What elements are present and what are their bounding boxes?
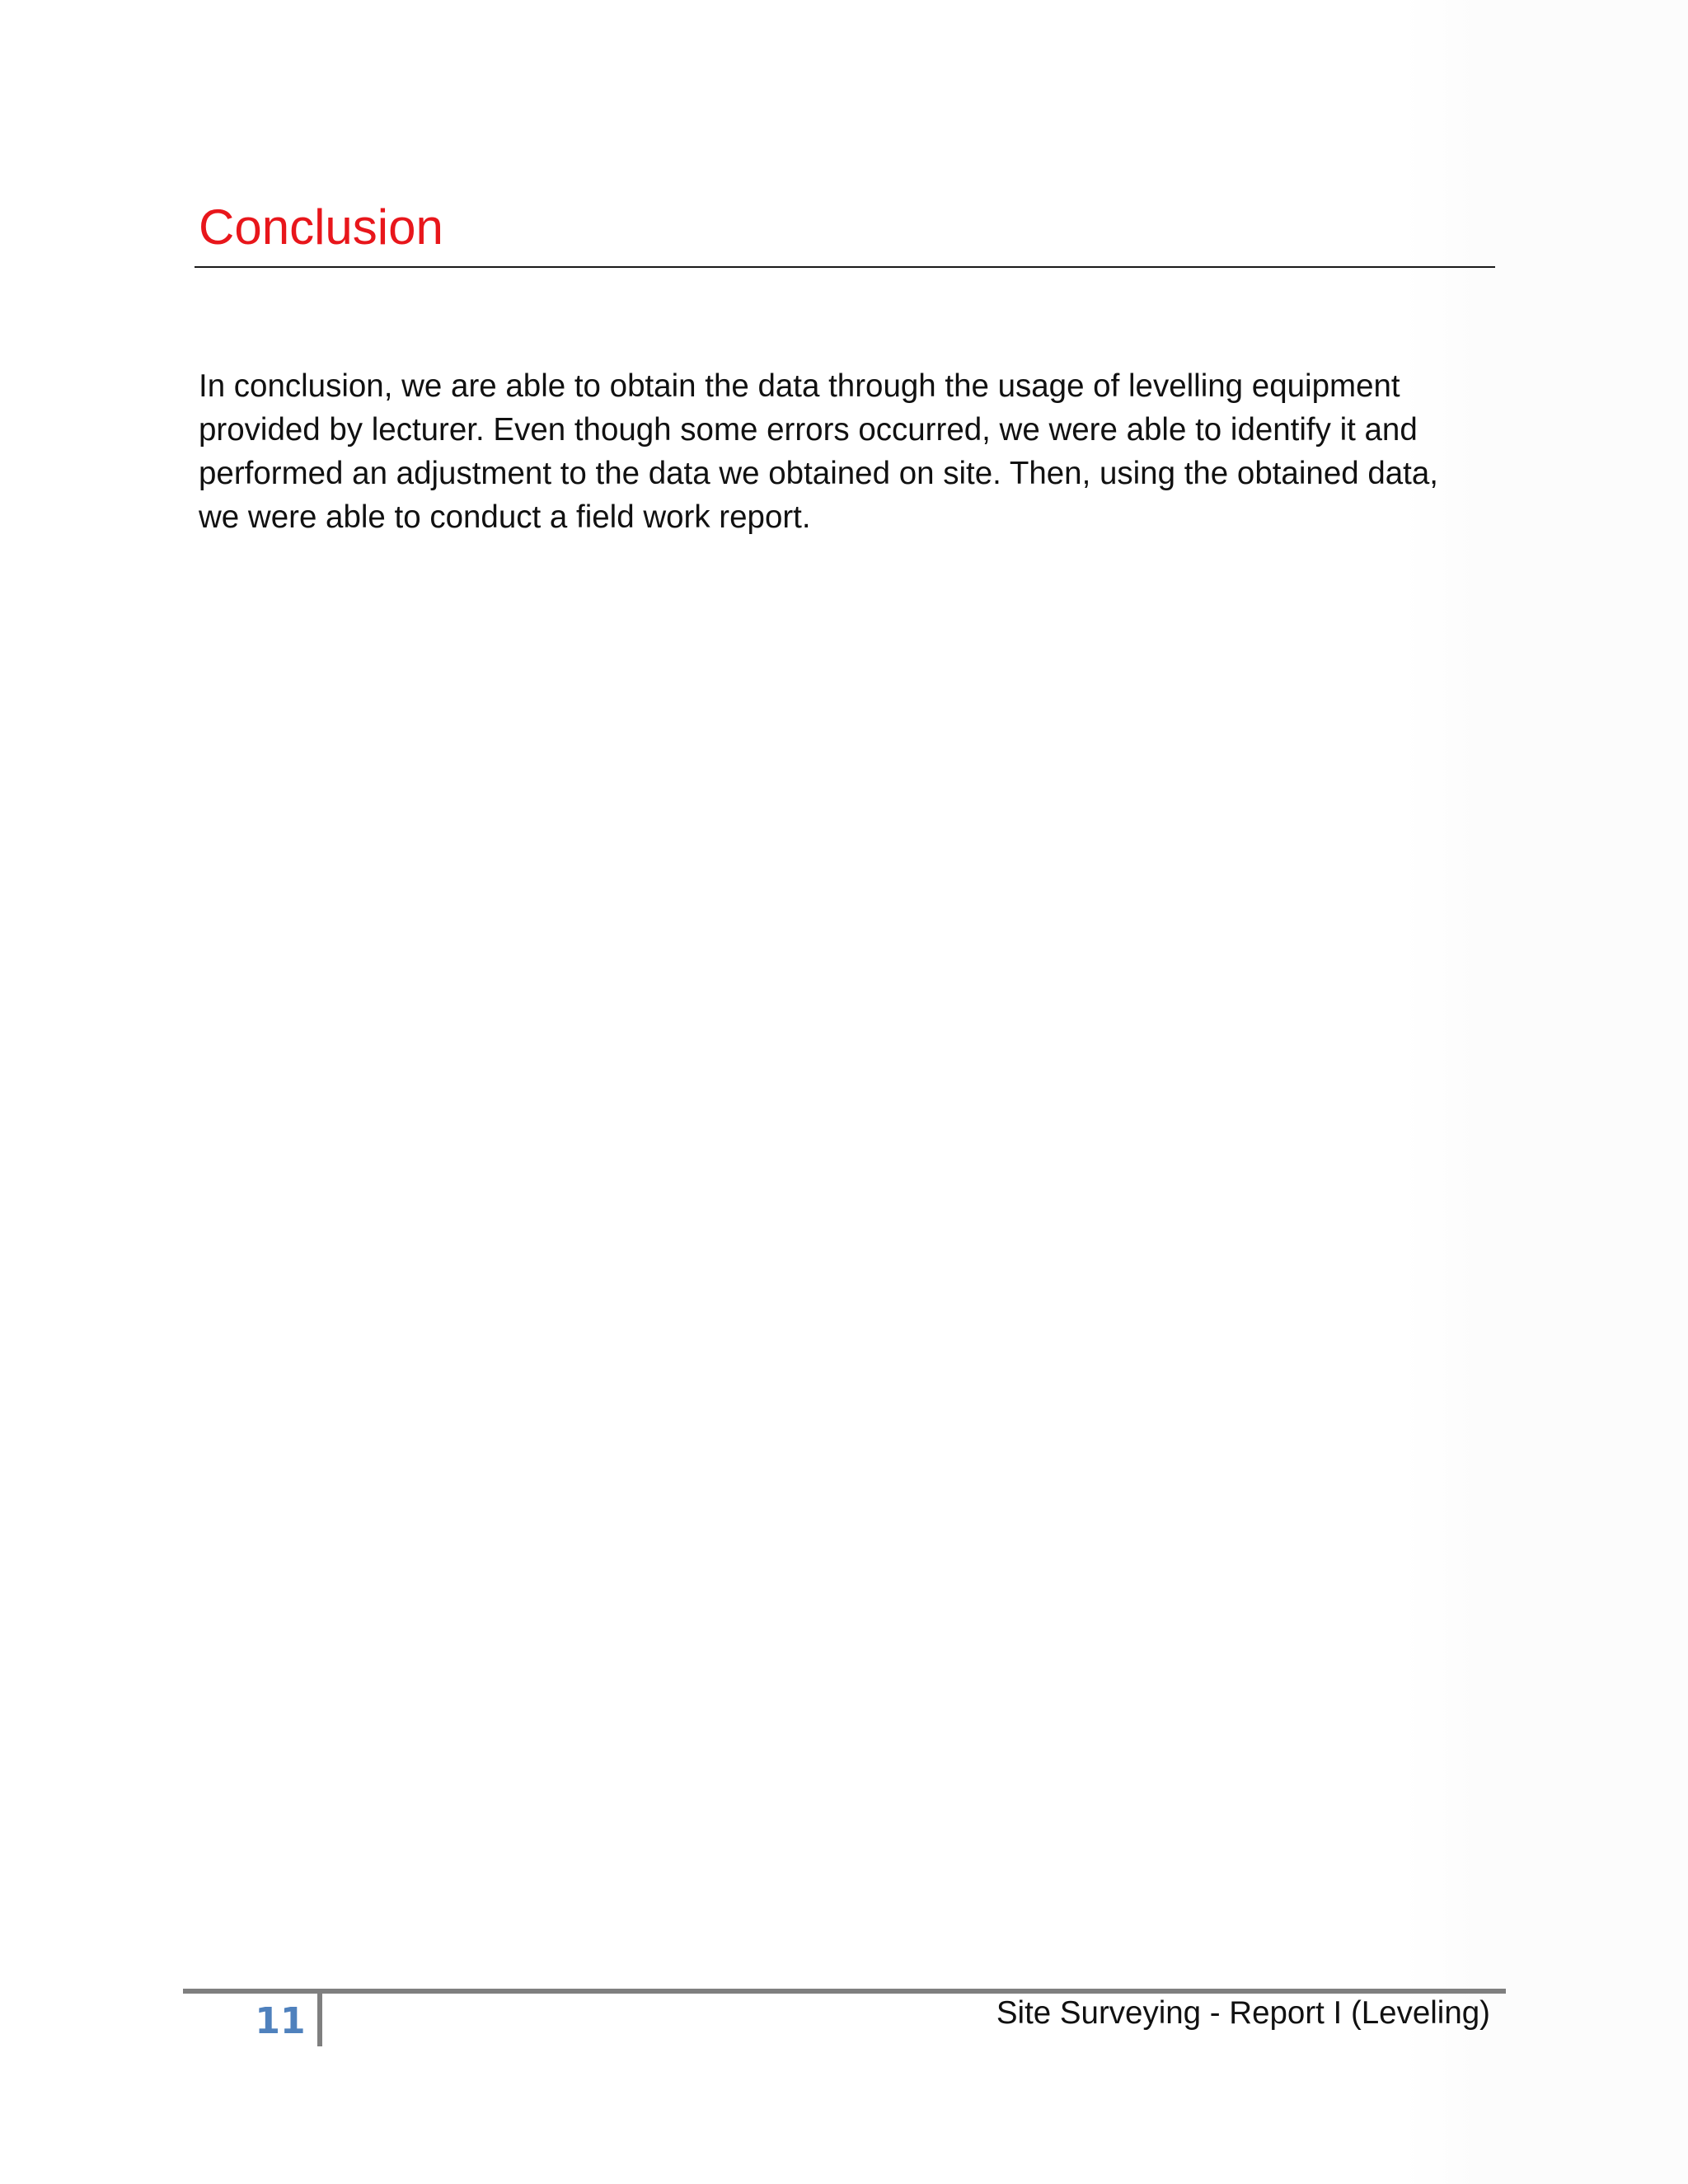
footer-title: Site Surveying - Report I (Leveling) [996, 1995, 1490, 2031]
footer-divider [317, 1994, 322, 2046]
heading-underline [195, 266, 1495, 268]
section-heading: Conclusion [199, 199, 443, 255]
page-number: 11 [255, 2000, 306, 2042]
paragraph-line: we were able to conduct a field work report. [199, 499, 811, 535]
paragraph-line: performed an adjustment to the data we obtained on site. Then, using the obtained data, [199, 456, 1438, 491]
paragraph-line: provided by lecturer. Even though some errors occurred, we were able to identify it and [199, 412, 1418, 448]
paragraph-line: In conclusion, we are able to obtain the data through the usage of levelling equipment [199, 368, 1400, 404]
conclusion-paragraph [199, 364, 1517, 539]
